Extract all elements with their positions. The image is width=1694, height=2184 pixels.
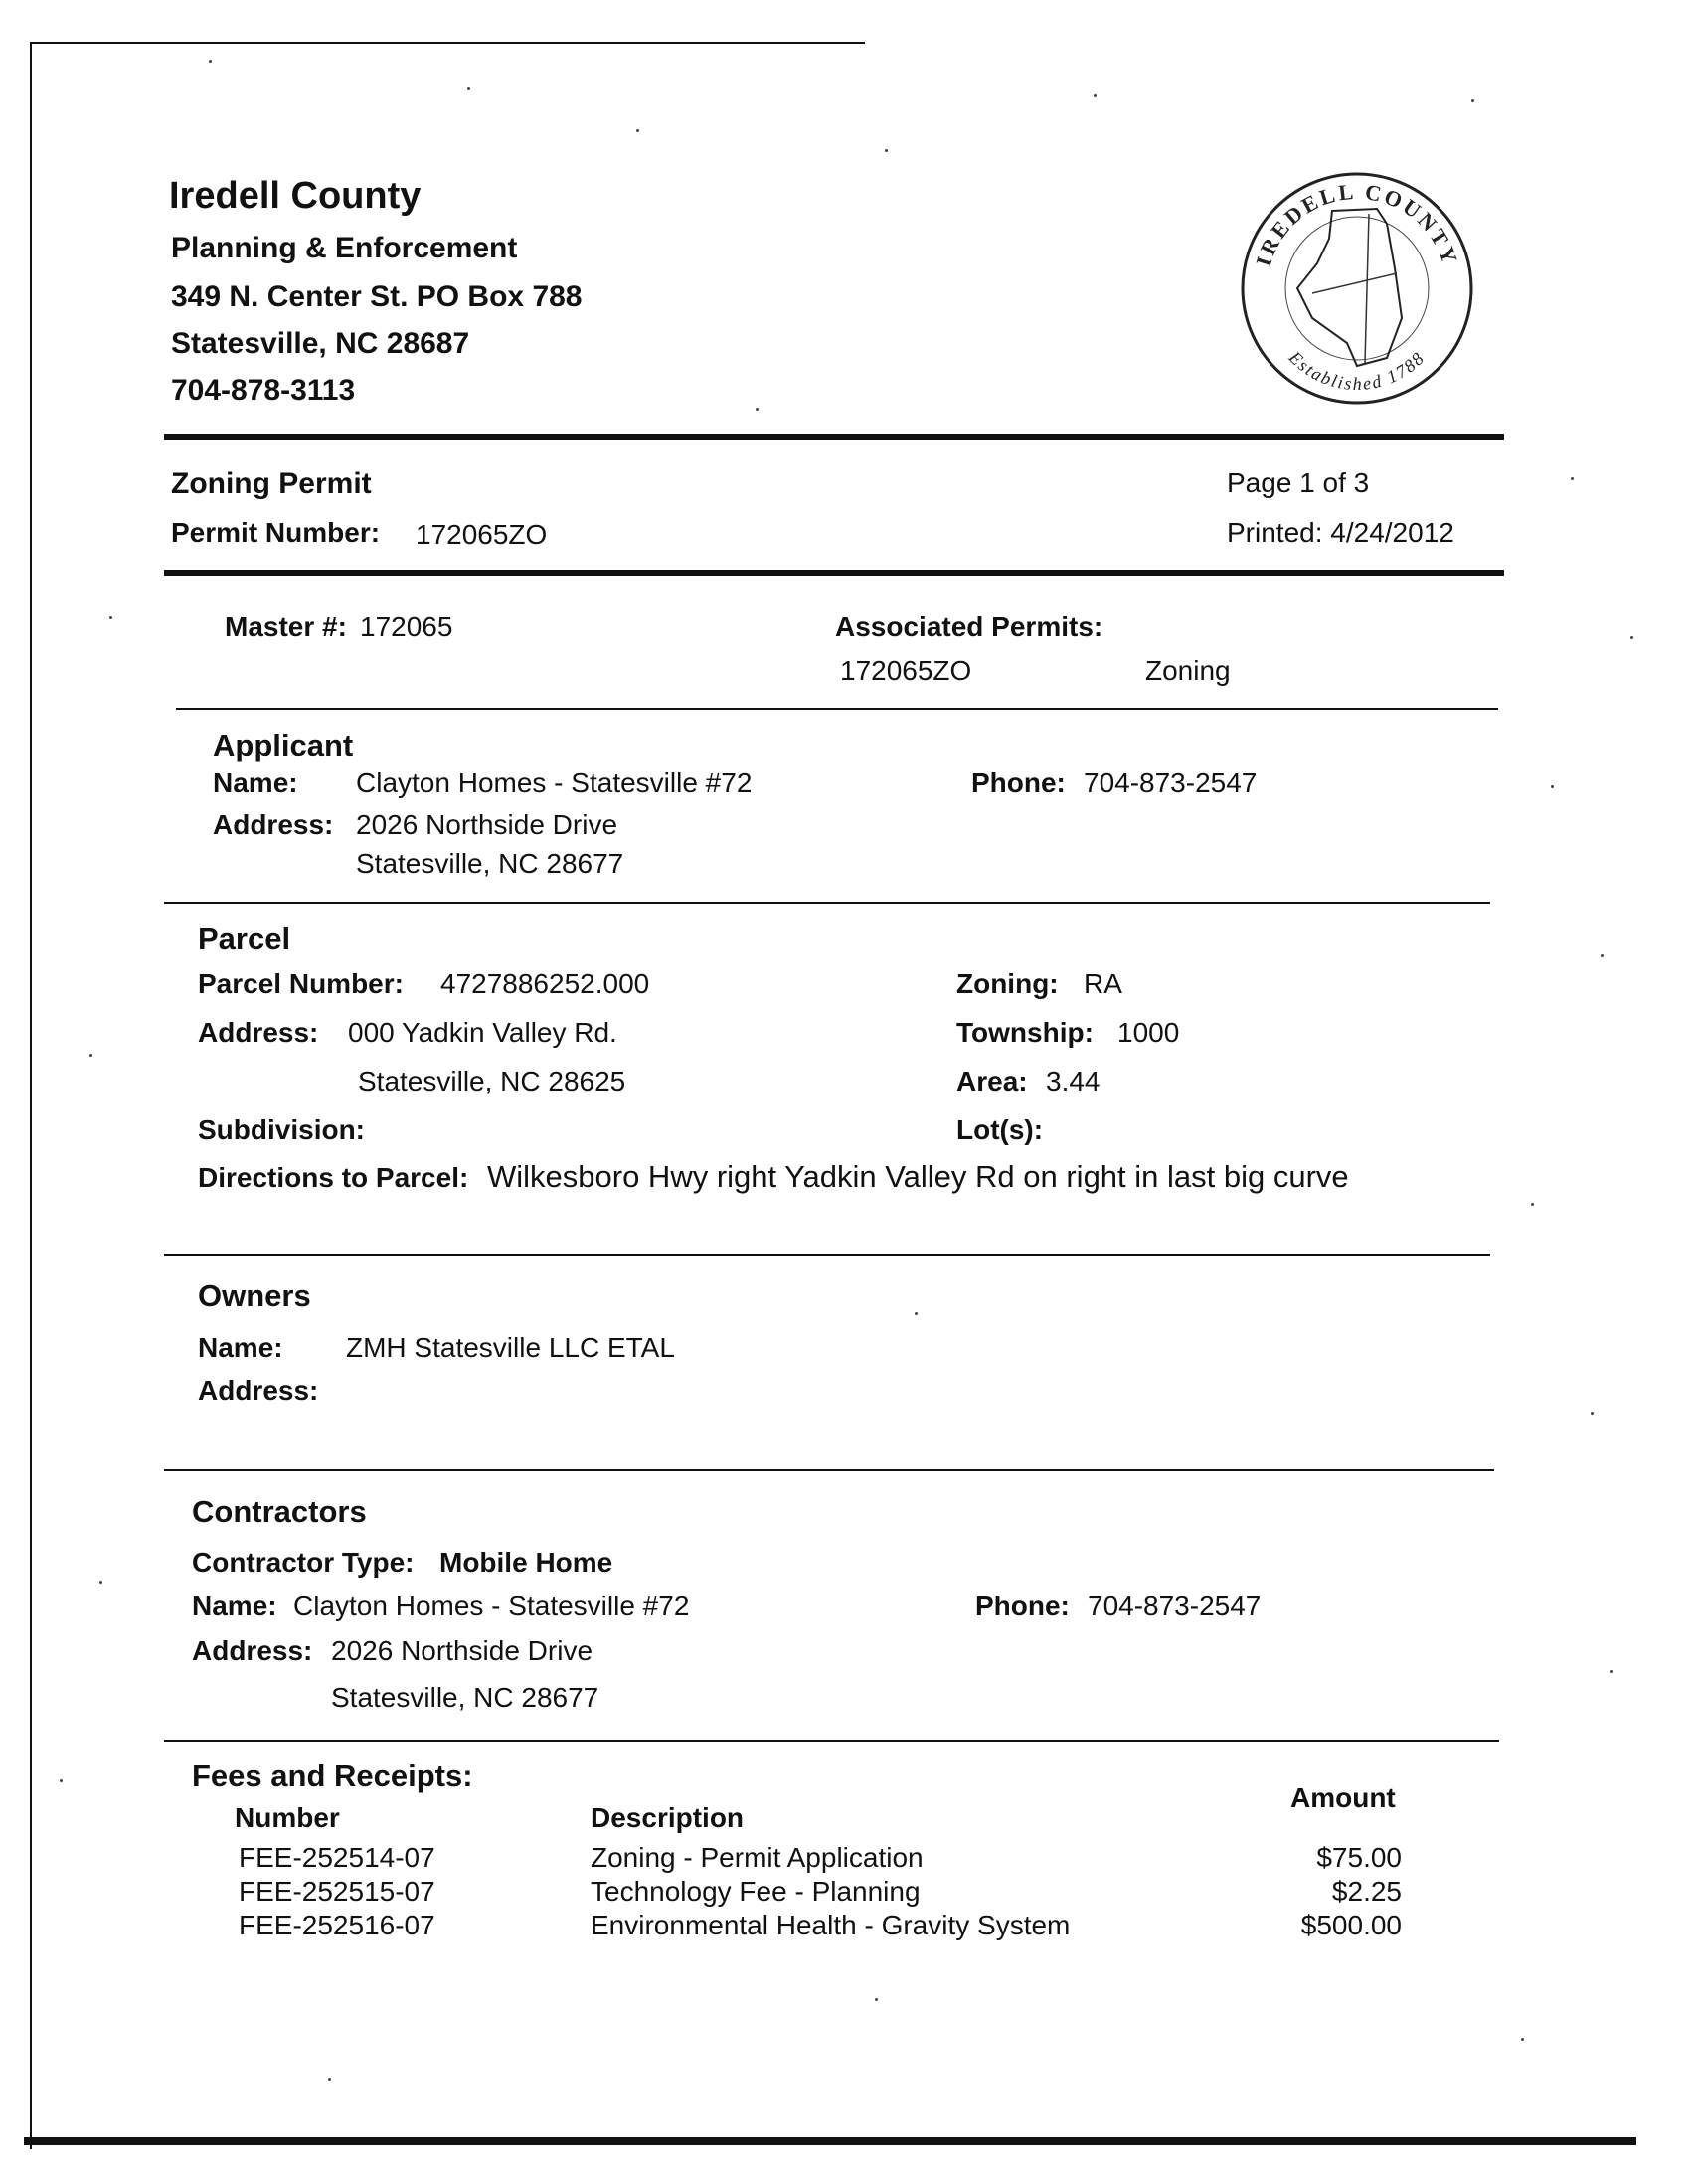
contractors-title: Contractors — [192, 1494, 367, 1529]
page-indicator: Page 1 of 3 — [1227, 467, 1370, 498]
department-street: 349 N. Center St. PO Box 788 — [171, 280, 583, 313]
fees-col-amount: Amount — [1290, 1782, 1396, 1813]
permit-number-label: Permit Number: — [171, 517, 381, 548]
top-border — [30, 42, 865, 44]
directions-label: Directions to Parcel: — [198, 1162, 469, 1193]
svg-text:IREDELL COUNTY — [1251, 179, 1463, 269]
contractor-type-label: Contractor Type: — [192, 1547, 415, 1578]
contractors-divider — [164, 1740, 1499, 1742]
applicant-address-line1: 2026 Northside Drive — [356, 809, 618, 840]
owners-divider — [164, 1469, 1494, 1471]
department-phone: 704-878-3113 — [171, 374, 356, 407]
township-label: Township: — [956, 1017, 1094, 1048]
printed-date: Printed: 4/24/2012 — [1227, 517, 1454, 548]
master-divider — [176, 708, 1498, 710]
fee-row-number: FEE-252516-07 — [239, 1910, 435, 1940]
parcel-address-line2: Statesville, NC 28625 — [358, 1066, 626, 1096]
contractor-phone: 704-873-2547 — [1088, 1591, 1262, 1621]
fees-title: Fees and Receipts: — [192, 1759, 473, 1793]
applicant-divider — [164, 902, 1490, 904]
lots-label: Lot(s): — [956, 1114, 1044, 1145]
owner-name-label: Name: — [198, 1332, 283, 1363]
county-seal-icon — [1238, 169, 1476, 408]
contractor-name: Clayton Homes - Statesville #72 — [293, 1591, 690, 1621]
parcel-address-label: Address: — [198, 1017, 319, 1048]
applicant-phone-label: Phone: — [971, 767, 1066, 798]
fee-row-number: FEE-252514-07 — [239, 1842, 435, 1873]
permit-title: Zoning Permit — [171, 467, 372, 500]
contractor-address-line1: 2026 Northside Drive — [331, 1635, 593, 1666]
permit-number: 172065ZO — [416, 519, 548, 550]
fee-row-amount: $2.25 — [1331, 1876, 1402, 1907]
contractor-type: Mobile Home — [439, 1547, 613, 1578]
zoning-value: RA — [1084, 968, 1122, 999]
fee-row-description: Technology Fee - Planning — [591, 1876, 921, 1907]
area-value: 3.44 — [1046, 1066, 1101, 1096]
department-name: Planning & Enforcement — [171, 232, 518, 264]
parcel-title: Parcel — [198, 922, 291, 956]
header-divider — [164, 434, 1504, 440]
seal-bottom-text: Established 1788 — [1284, 347, 1430, 395]
seal-top-text: IREDELL COUNTY — [1251, 178, 1463, 269]
associated-permit-type: Zoning — [1145, 655, 1231, 686]
applicant-name-label: Name: — [213, 767, 298, 798]
owner-address-label: Address: — [198, 1375, 319, 1406]
subdivision-label: Subdivision: — [198, 1114, 365, 1145]
township-value: 1000 — [1117, 1017, 1180, 1048]
department-city: Statesville, NC 28687 — [171, 327, 470, 360]
contractor-address-label: Address: — [192, 1635, 313, 1666]
fee-row-description: Environmental Health - Gravity System — [591, 1910, 1071, 1940]
permit-divider — [164, 570, 1504, 576]
fee-row-description: Zoning - Permit Application — [591, 1842, 924, 1873]
associated-permits-label: Associated Permits: — [835, 611, 1103, 642]
owner-name: ZMH Statesville LLC ETAL — [346, 1332, 675, 1363]
fees-col-number: Number — [235, 1802, 340, 1833]
applicant-address-line2: Statesville, NC 28677 — [356, 848, 624, 879]
master-number: 172065 — [360, 611, 453, 642]
fee-row-amount: $500.00 — [1300, 1910, 1402, 1940]
area-label: Area: — [956, 1066, 1028, 1096]
parcel-number-label: Parcel Number: — [198, 968, 404, 999]
applicant-phone: 704-873-2547 — [1084, 767, 1258, 798]
directions-text: Wilkesboro Hwy right Yadkin Valley Rd on right in last big curve — [487, 1159, 1349, 1194]
parcel-number: 4727886252.000 — [440, 968, 650, 999]
applicant-title: Applicant — [213, 728, 354, 762]
zoning-label: Zoning: — [956, 968, 1059, 999]
bottom-border — [24, 2137, 1636, 2145]
owners-title: Owners — [198, 1278, 311, 1313]
parcel-divider — [164, 1254, 1490, 1256]
contractor-address-line2: Statesville, NC 28677 — [331, 1682, 599, 1713]
applicant-address-label: Address: — [213, 809, 334, 840]
svg-text:Established 1788 — [1284, 347, 1429, 394]
associated-permit-number: 172065ZO — [840, 655, 972, 686]
fees-col-description: Description — [591, 1802, 745, 1833]
fee-row-amount: $75.00 — [1316, 1842, 1402, 1873]
left-border — [30, 42, 32, 2149]
master-label: Master #: — [225, 611, 347, 642]
contractor-phone-label: Phone: — [975, 1591, 1070, 1621]
contractor-name-label: Name: — [192, 1591, 277, 1621]
parcel-address-line1: 000 Yadkin Valley Rd. — [348, 1017, 617, 1048]
fee-row-number: FEE-252515-07 — [239, 1876, 435, 1907]
county-name: Iredell County — [169, 175, 422, 217]
applicant-name: Clayton Homes - Statesville #72 — [356, 767, 753, 798]
